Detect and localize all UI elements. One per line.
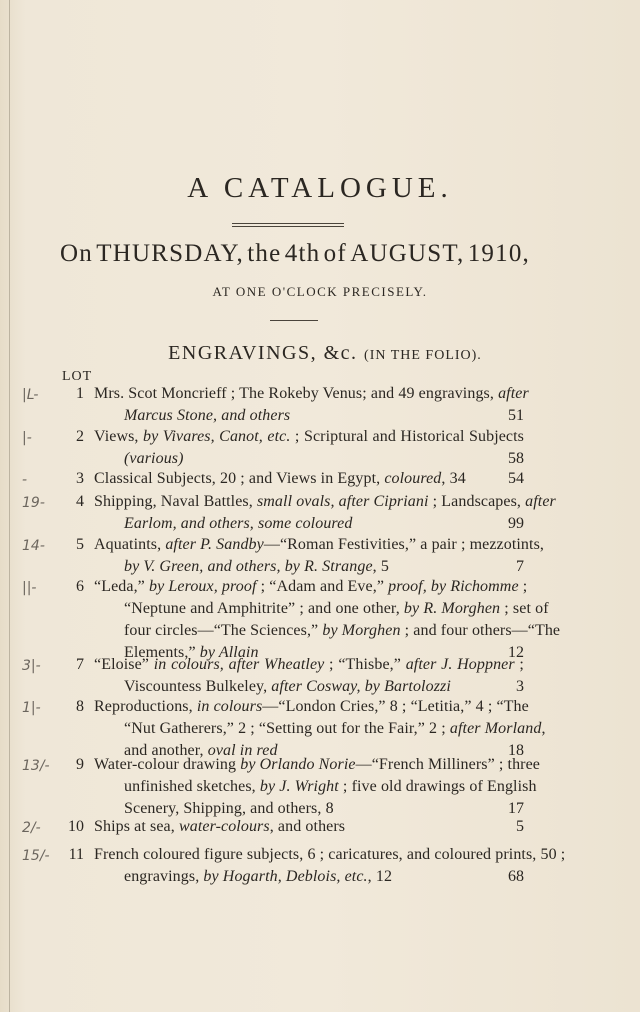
lot-description-line: unfinished sketches, by J. Wright ; five old drawings of English [124, 778, 537, 795]
section-heading [0, 342, 640, 365]
lot-price: 54 [508, 470, 524, 487]
lot-description-line: Water-colour drawing by Orlando Norie—“French Milliners” ; three [94, 756, 541, 773]
lot-description-line: Classical Subjects, 20 ; and Views in Egypt, coloured, 34 [94, 470, 466, 487]
lot-description-line: engravings, by Hogarth, Deblois, etc., 12 [124, 868, 393, 885]
lot-description-line: Earlom, and others, some coloured [124, 515, 353, 532]
date-word: AUGUST, [350, 240, 465, 267]
section-rule [270, 320, 318, 321]
lot-description-line: and another, oval in red [124, 742, 278, 759]
lot-description-line: Elements,” by Allain [124, 644, 259, 661]
lot-number: 9 [76, 756, 84, 773]
lot-description-line: French coloured figure subjects, 6 ; caricatures, and coloured prints, 50 ; [94, 846, 566, 863]
lot-description-line: Shipping, Naval Battles, small ovals, after Cipriani ; Landscapes, after [94, 493, 556, 510]
handwritten-margin-note: ||- [22, 580, 37, 596]
handwritten-margin-note: 19- [22, 495, 45, 511]
lot-description-line: four circles—“The Sciences,” by Morghen ; and four others—“The [124, 622, 561, 639]
lot-price: 3 [516, 678, 524, 695]
handwritten-margin-note: 13/- [22, 758, 50, 774]
lot-number: 6 [76, 578, 84, 595]
handwritten-margin-note: 2/- [22, 820, 41, 836]
date-word: On [60, 240, 93, 267]
lot-price: 5 [516, 818, 524, 835]
lot-price: 17 [508, 800, 524, 817]
section-sub: (IN THE FOLIO). [364, 348, 482, 363]
lot-description-line: Aquatints, after P. Sandby—“Roman Festivities,” a pair ; mezzotints, [94, 536, 544, 553]
lot-description-line: “Neptune and Amphitrite” ; and one other, by R. Morghen ; set of [124, 600, 549, 617]
date-word: THURSDAY, [96, 240, 244, 267]
lot-number: 4 [76, 493, 84, 510]
lot-price: 7 [516, 558, 524, 575]
date-word: of [323, 240, 347, 267]
lot-description-line: Mrs. Scot Moncrieff ; The Rokeby Venus; and 49 engravings, after [94, 385, 529, 402]
title-double-rule [232, 223, 344, 227]
lot-description-line: “Leda,” by Leroux, proof ; “Adam and Eve,” proof, by Richomme ; [94, 578, 528, 595]
lot-price: 58 [508, 450, 524, 467]
handwritten-margin-note: 1|- [22, 700, 41, 716]
handwritten-margin-note: - [22, 472, 28, 488]
lot-description-line: Ships at sea, water-colours, and others [94, 818, 346, 835]
lot-number: 8 [76, 698, 84, 715]
lot-description-line: by V. Green, and others, by R. Strange, 5 [124, 558, 389, 575]
lot-price: 12 [508, 644, 524, 661]
lot-description-line: “Eloise” in colours, after Wheatley ; “Thisbe,” after J. Hoppner ; [94, 656, 524, 673]
lot-price: 68 [508, 868, 524, 885]
lot-description-line: Reproductions, in colours—“London Cries,” 8 ; “Letitia,” 4 ; “The [94, 698, 529, 715]
lot-description-line: Marcus Stone, and others [124, 407, 291, 424]
date-word: the [247, 240, 282, 267]
lot-price: 99 [508, 515, 524, 532]
handwritten-margin-note: 3|- [22, 658, 41, 674]
lot-description-line: (various) [124, 450, 184, 467]
lot-description-line: Viscountess Bulkeley, after Cosway, by Bartolozzi [124, 678, 451, 695]
page-edge-rule [9, 0, 10, 1012]
lot-number: 11 [68, 846, 84, 863]
sale-time: AT ONE O'CLOCK PRECISELY. [212, 284, 428, 299]
catalogue-title: A CATALOGUE. [187, 172, 453, 204]
lot-number: 2 [76, 428, 84, 445]
handwritten-margin-note: |- [22, 430, 32, 446]
lot-number: 3 [76, 470, 84, 487]
lot-price: 18 [508, 742, 524, 759]
date-word: 4th [284, 240, 321, 267]
lot-number: 1 [76, 385, 84, 402]
lot-number: 10 [68, 818, 84, 835]
handwritten-margin-note: 15/- [22, 848, 50, 864]
handwritten-margin-note: 14- [22, 538, 45, 554]
lot-number: 5 [76, 536, 84, 553]
lot-description-line: “Nut Gatherers,” 2 ; “Setting out for the Fair,” 2 ; after Morland, [124, 720, 546, 737]
section-main: ENGRAVINGS, &c. [168, 342, 358, 364]
lot-column-label: LOT [62, 369, 93, 384]
sale-date-line [60, 240, 530, 268]
lot-description-line: Scenery, Shipping, and others, 8 [124, 800, 334, 817]
date-word: 1910, [467, 240, 530, 267]
handwritten-margin-note: |L- [22, 387, 39, 403]
lot-number: 7 [76, 656, 84, 673]
lot-price: 51 [508, 407, 524, 424]
lot-description-line: Views, by Vivares, Canot, etc. ; Scriptural and Historical Subjects [94, 428, 525, 445]
